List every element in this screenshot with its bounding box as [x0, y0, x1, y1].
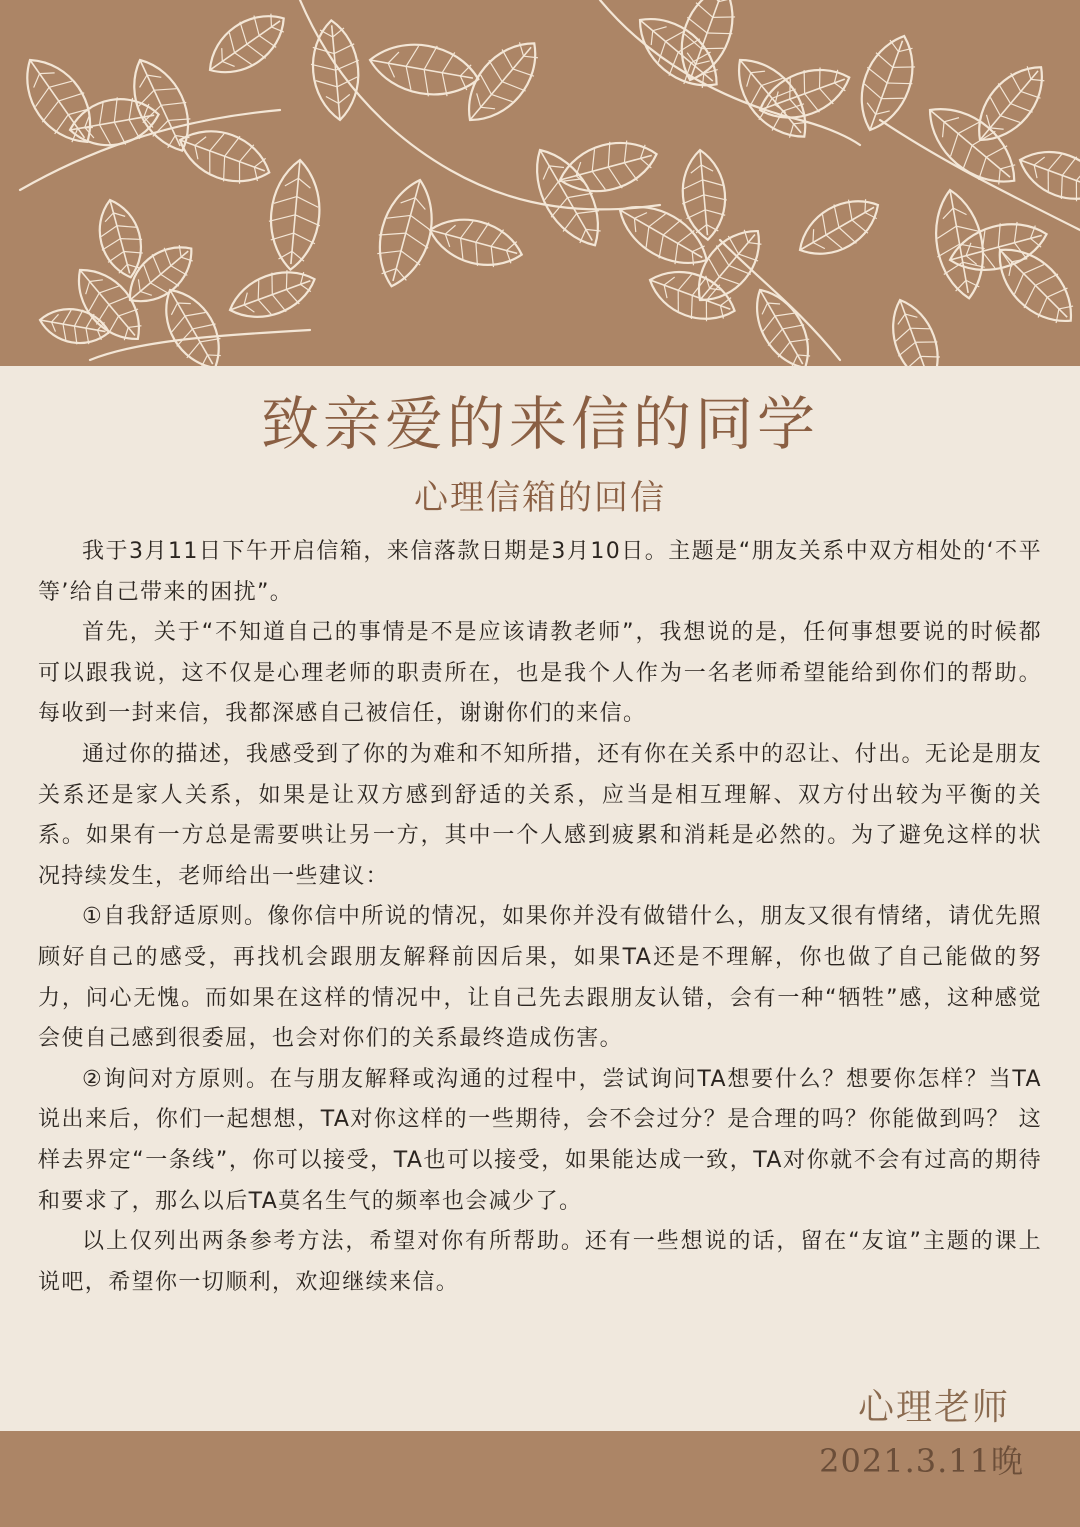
- paragraph-description: 通过你的描述，我感受到了你的为难和不知所措，还有你在关系中的忍让、付出。无论是朋友关系还是家人关系，如果是让双方感到舒适的关系，应当是相互理解、双方付出较为平衡的关系。如果有一方总是需要哄让另一方，其中一个人感到疲累和消耗是必然的。为了避免这样的状况持续发生，老师给出一些建议：: [38, 741, 1042, 889]
- paragraph-first: 首先，关于“不知道自己的事情是不是应该请教老师”，我想说的是，任何事想要说的时候都可以跟我说，这不仅是心理老师的职责所在，也是我个人作为一名老师希望能给到你们的帮助。每收到一封来信，我都深感自己被信任，谢谢你们的来信。: [38, 620, 1042, 727]
- letter-subtitle: 心理信箱的回信: [414, 478, 666, 518]
- paragraph-closing: 以上仅列出两条参考方法，希望对你有所帮助。还有一些想说的话，留在“友谊”主题的课上说吧，希望你一切顺利，欢迎继续来信。: [38, 1229, 1042, 1295]
- leaf-decoration-band: [0, 0, 1080, 366]
- paragraph-intro: 我于3月11日下午开启信箱，来信落款日期是3月10日。主题是“朋友关系中双方相处的‘不平等’给自己带来的困扰”。: [38, 539, 1042, 605]
- leaf-branch-illustration-icon: [0, 0, 1080, 366]
- letter-title: 致亲爱的来信的同学: [260, 390, 819, 458]
- paragraph-suggestion-2: ②询问对方原则。在与朋友解释或沟通的过程中，尝试询问TA想要什么？想要你怎样？当TA说出来后，你们一起想想，TA对你这样的一些期待，会不会过分？是合理的吗？你能做到吗？ 这样去界定“一条线”，你可以接受，TA也可以接受，如果能达成一致，TA对你就不会有过高的期待和要求了，那么以后TA莫名生气的频率也会减少了。: [38, 1066, 1042, 1214]
- paragraph-suggestion-1: ①自我舒适原则。像你信中所说的情况，如果你并没有做错什么，朋友又很有情绪，请优先照顾好自己的感受，再找机会跟朋友解释前因后果，如果TA还是不理解，你也做了自己能做的努力，问心无愧。而如果在这样的情况中，让自己先去跟朋友认错，会有一种“牺牲”感，这种感觉会使自己感到很委屈，也会对你们的关系最终造成伤害。: [38, 904, 1042, 1052]
- letter-body: [38, 532, 1042, 1303]
- letter-date: 2021.3.11晚: [819, 1442, 1024, 1480]
- signature: 心理老师: [857, 1387, 1010, 1428]
